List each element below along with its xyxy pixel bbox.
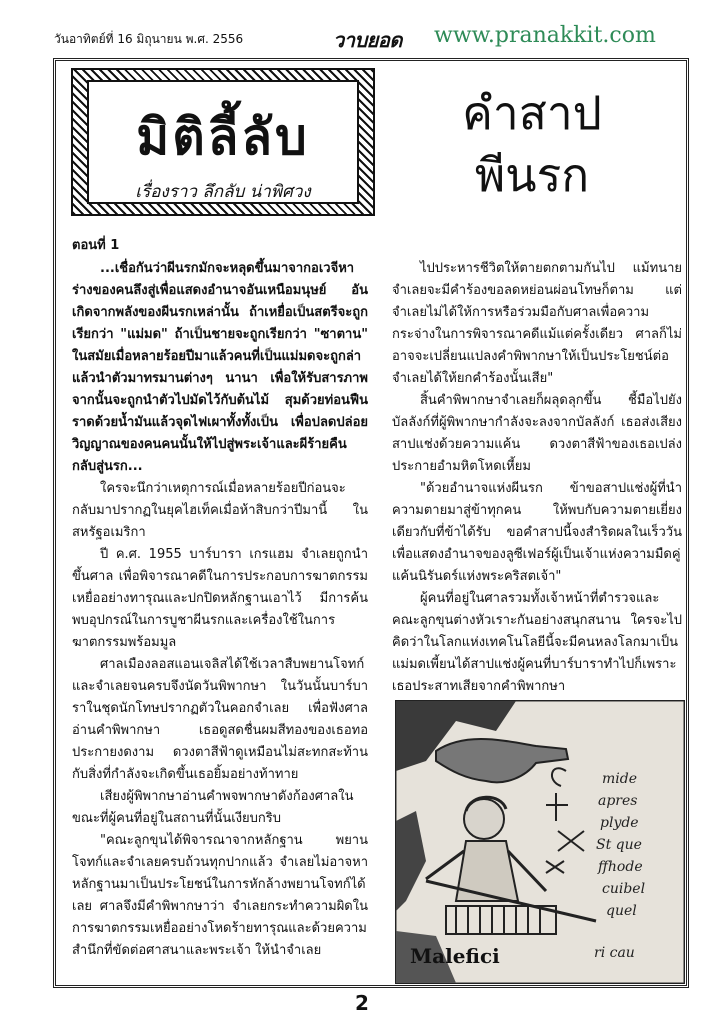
banner-inner — [87, 80, 359, 204]
article-left-column — [72, 258, 368, 962]
paragraph: ศาลเมืองลอสแอนเจลิสได้ใช้เวลาสืบพยานโจทก์และจำเลยจนครบจึงนัดวันพิพากษา ในวันนั้นบาร์บาราในชุดนักโทษปรากฏตัวในคอกจำเลย เพื่อฟังศาลอ่านคำพิพากษา เธอดูสดชื่นผมสีทองของเธอทอประกายงดงาม ดวงตาสีฟ้าดูเหมือนไม่สะทกสะท้านกับสิ่งที่กำลังจะเกิดขึ้นเธอยิ้มอย่างท้าทาย — [72, 657, 368, 782]
paragraph: "ด้วยอำนาจแห่งผีนรก ข้าขอสาปแช่งผู้ที่นำความตายมาสู่ข้าทุกคน ให้พบกับความตายเยี่ยงเดียวกับที่ข้าได้รับ ขอคำสาปนี้จงสำริดผลในเร็ววัน เพื่อแสดงอำนาจของลูซีเฟอร์ผู้เป็นเจ้าแห่งความมืดคู่แค้นนิรันดร์แห่งพระคริสตเจ้า" — [392, 481, 682, 584]
script-line: quel — [606, 903, 637, 919]
script-line: mide — [602, 771, 637, 787]
newspaper-logo: วาบยอด — [333, 28, 402, 52]
banner-title: มิติลี้ลับ — [136, 107, 310, 166]
article-right-column — [392, 258, 682, 722]
page-number: 2 — [355, 991, 369, 1015]
script-line: ffhode — [598, 859, 643, 875]
illustration-caption: Malefici — [410, 944, 500, 968]
headline-line-1: คำสาป — [462, 86, 602, 140]
banner-subtitle: เรื่องราว ลึกลับ น่าพิศวง — [135, 182, 311, 202]
script-line: ri cau — [594, 945, 635, 961]
headline-line-2: พีนรก — [474, 148, 590, 202]
article-headline — [432, 82, 632, 206]
issue-date: วันอาทิตย์ที่ 16 มิถุนายน พ.ศ. 2556 — [54, 32, 244, 46]
script-line: apres — [598, 793, 638, 809]
paragraph: ไปประหารชีวิตให้ตายตกตามกันไป แม้ทนายจำเลยจะมีคำร้องขอลดหย่อนผ่อนโทษก็ตาม แต่จำเลยไม่ได้ให้การหรือร่วมมือกับศาลเพื่อความกระจ่างในการพิจารณาคดีแม้แต่ครั้งเดียว ศาลก็ไม่อาจจะเปลี่ยนแปลงคำพิพากษาให้เป็นประโยชน์ต่อจำเลยได้ให้ยกคำร้องนั้นเสีย" — [392, 261, 682, 386]
page-header — [0, 22, 724, 52]
paragraph-intro: ...เชื่อกันว่าผีนรกมักจะหลุดขึ้นมาจากอเวจีหาร่างของคนลึงสู่เพื่อแสดงอำนาจอันเหนือมนุษย์ อันเกิดจากพลังของผีนรกเหล่านั้น ถ้าเหยื่อเป็นสตรีจะถูกเรียกว่า "แม่มด" ถ้าเป็นชายจะถูกเรียกว่า "ซาตาน" ในสมัยเมื่อหลายร้อยปีมาแล้วคนที่เป็นแม่มดจะถูกล่าแล้วนำตัวมาทรมานต่างๆ นานา เพื่อให้รับสารภาพ จากนั้นจะถูกนำตัวไปมัดไว้กับต้นไม้ สุมด้วยท่อนฟืนราดด้วยน้ำมันแล้วจุดไฟเผาทั้งทั้งเป็น เพื่อปลดปล่อยวิญญาณของคนคนนั้นให้ไปสู่พระเจ้าและผีร้ายคืนกลับสู่นรก... — [72, 261, 368, 474]
paragraph: ใครจะนึกว่าเหตุการณ์เมื่อหลายร้อยปีก่อนจะกลับมาปรากฏในยุคไฮเท็คเมื่อห้าสิบกว่าปีมานี้ ในสหรัฐอเมริกา — [72, 481, 368, 540]
paragraph: "คณะลูกขุนได้พิจารณาจากหลักฐาน พยานโจทก์และจำเลยครบถ้วนทุกปากแล้ว จำเลยไม่อาจหาหลักฐานมาเป็นประโยชน์ในการหักล้างพยานโจทก์ได้เลย ศาลจึงมีคำพิพากษาว่า จำเลยกระทำความผิดในการฆาตกรรมเหยื่ออย่างโหดร้ายทารุณและด้วยความสำนึกที่ขัดต่อศาสนาและพระเจ้า ให้นำจำเลย — [72, 833, 368, 958]
script-line: St que — [596, 837, 642, 853]
website-url[interactable]: www.pranakkit.com — [434, 23, 656, 48]
paragraph: สิ้นคำพิพากษาจำเลยก็ผลุดลุกขึ้น ชี้มือไปยังบัลลังก์ที่ผู้พิพากษากำลังจะลงจากบัลลังก์ เธอส่งเสียงสาปแช่งด้วยความแค้น ดวงตาสีฟ้าของเธอเปล่งประกายอำมหิตโหดเหี้ยม — [392, 393, 682, 474]
medieval-illustration — [395, 700, 685, 984]
woodcut-image — [396, 701, 684, 983]
script-line: cuibel — [602, 881, 646, 897]
column-banner — [71, 68, 375, 216]
paragraph: เสียงผู้พิพากษาอ่านคำพจพากษาดังก้องศาลในขณะที่ผู้คนที่อยู่ในสถานที่นั้นเงียบกริบ — [72, 789, 354, 826]
paragraph: ผู้คนที่อยู่ในศาลรวมทั้งเจ้าหน้าที่ตำรวจและคณะลูกขุนต่างหัวเราะกันอย่างสนุกสนาน ใครจะไปคิดว่าในโลกแห่งเทคโนโลยีนี้จะมีคนหลงโลกมาเป็นแม่มดเพี้ยนได้สาปแช่งผู้คนที่บาร์บาราทำไปก็เพราะเธอประสาทเสียจากคำพิพากษา — [392, 591, 682, 694]
episode-label: ตอนที่ 1 — [72, 238, 120, 253]
script-line: plyde — [600, 815, 639, 831]
paragraph: ปี ค.ศ. 1955 บาร์บารา เกรแฮม จำเลยถูกนำขึ้นศาล เพื่อพิจารณาคดีในการประกอบการฆาตกรรมเหยื่ออย่างทารุณและปกปิดหลักฐานเอาไว้ มีการค้นพบอุปกรณ์ในการบูชาผีนรกและเครื่องใช้ในการฆาตกรรมพร้อมมูล — [72, 547, 368, 650]
